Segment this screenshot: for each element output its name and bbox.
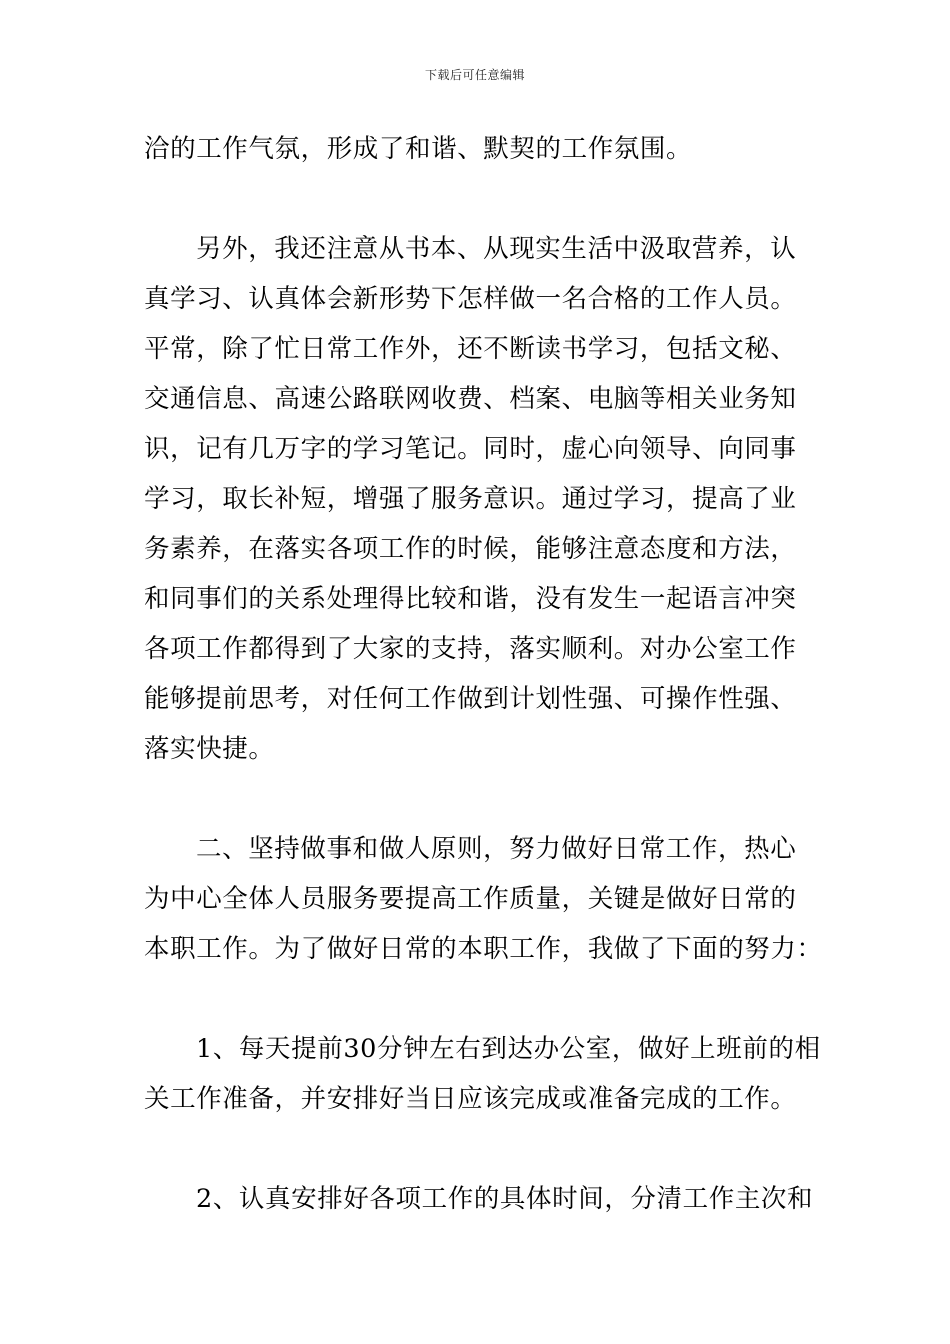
text-line: 各项工作都得到了大家的支持，落实顺利。对办公室工作	[144, 634, 797, 664]
text-line: 关工作准备，并安排好当日应该完成或准备完成的工作。	[144, 1084, 797, 1114]
text-line: 平常，除了忙日常工作外，还不断读书学习，包括文秘、	[144, 334, 797, 364]
text-line: 能够提前思考，对任何工作做到计划性强、可操作性强、	[144, 684, 797, 714]
text-line: 交通信息、高速公路联网收费、档案、电脑等相关业务知	[144, 384, 797, 414]
text-line: 落实快捷。	[144, 734, 275, 764]
paragraph-first-line: 另外，我还注意从书本、从现实生活中汲取营养，认	[196, 234, 797, 264]
text-line: 务素养，在落实各项工作的时候，能够注意态度和方法，	[144, 534, 797, 564]
list-item-first-line: 2、认真安排好各项工作的具体时间，分清工作主次和	[196, 1184, 814, 1214]
text-line: 和同事们的关系处理得比较和谐，没有发生一起语言冲突	[144, 584, 797, 614]
text-line: 学习，取长补短，增强了服务意识。通过学习，提高了业	[144, 484, 797, 514]
text-line: 本职工作。为了做好日常的本职工作，我做了下面的努力：	[144, 934, 823, 964]
header-note: 下载后可任意编辑	[424, 68, 525, 82]
text-line: 识，记有几万字的学习笔记。同时，虚心向领导、向同事	[144, 434, 797, 464]
text-line: 为中心全体人员服务要提高工作质量，关键是做好日常的	[144, 884, 797, 914]
text-line: 洽的工作气氛，形成了和谐、默契的工作氛围。	[144, 134, 693, 164]
text-line: 真学习、认真体会新形势下怎样做一名合格的工作人员。	[144, 284, 797, 314]
section-heading-line: 二、坚持做事和做人原则，努力做好日常工作，热心	[196, 834, 797, 864]
list-item-first-line: 1、每天提前30分钟左右到达办公室，做好上班前的相	[196, 1034, 821, 1064]
